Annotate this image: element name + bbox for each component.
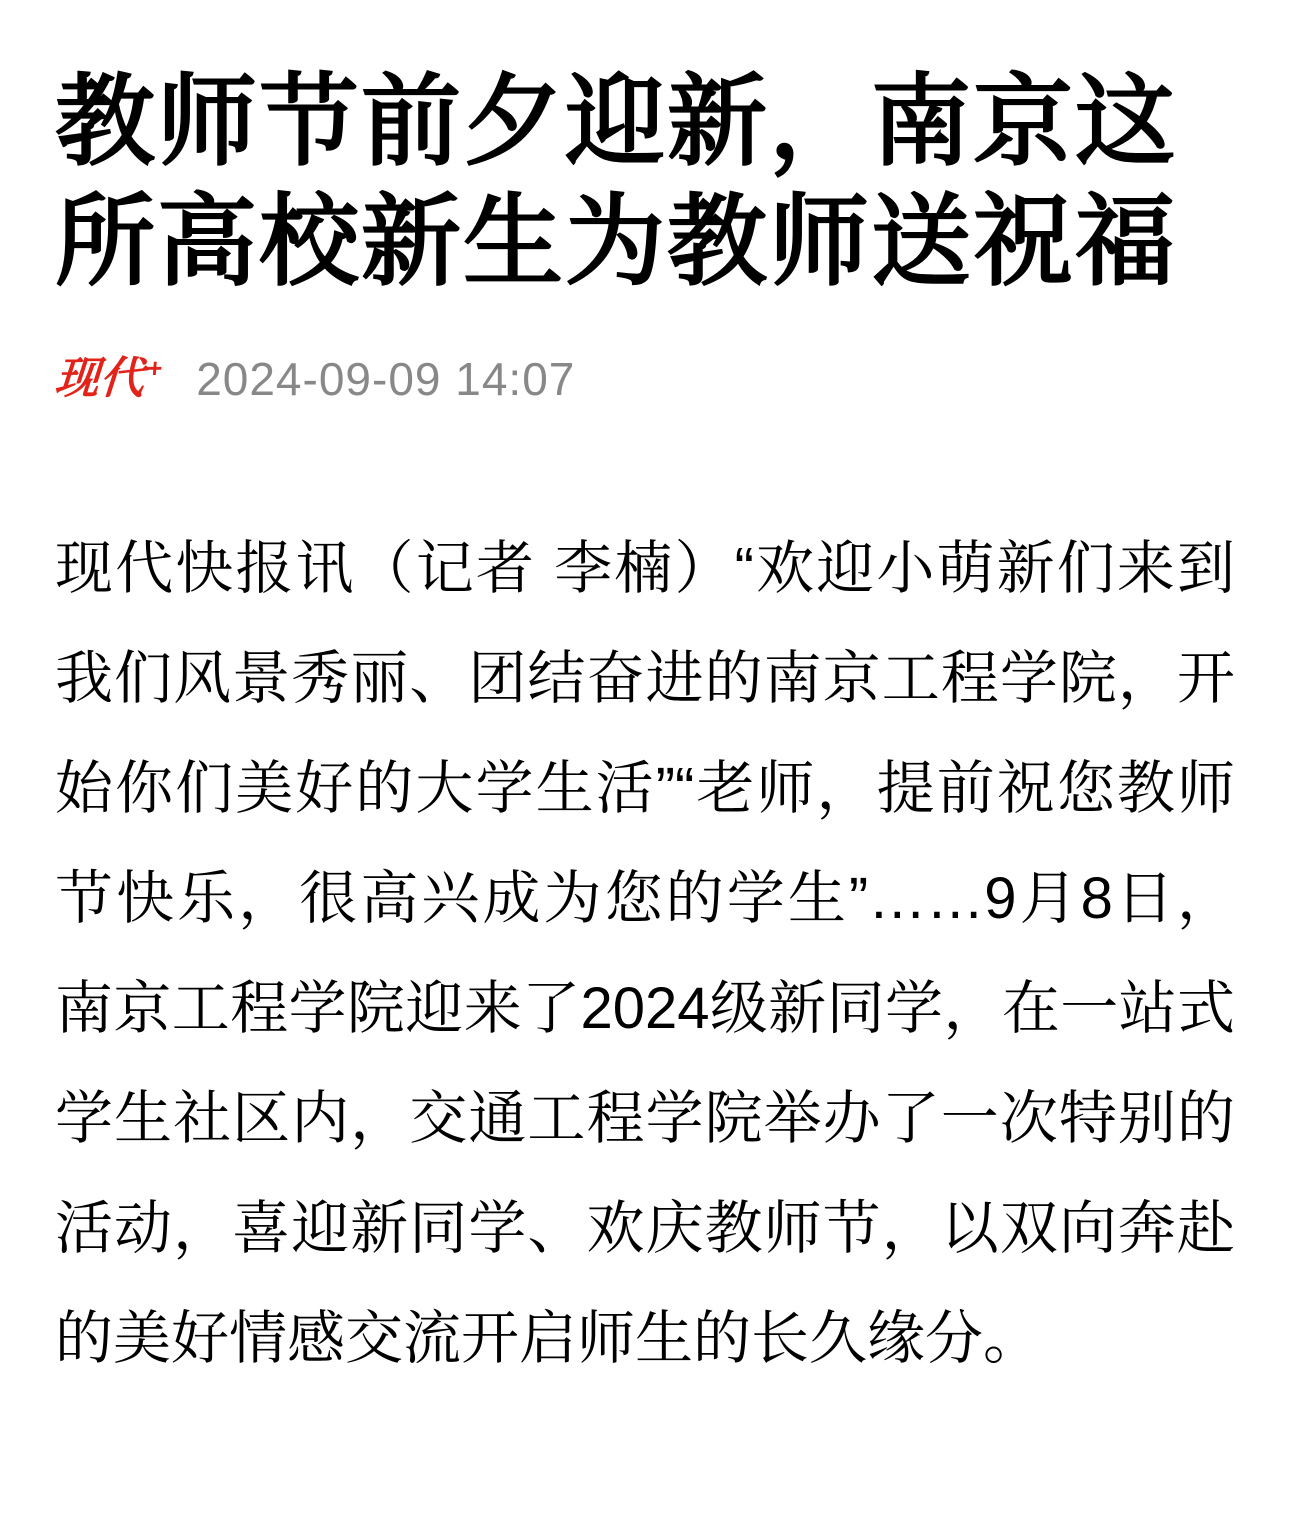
- source-logo-text: 现代: [53, 354, 147, 403]
- page-title: [55, 62, 1235, 302]
- publish-time: 2024-09-09 14:07: [196, 353, 576, 405]
- page-title-line-2: 所高校新生为教师送祝福: [55, 186, 1177, 298]
- source-logo-plus-icon: +: [145, 353, 164, 384]
- article-meta-row: [55, 344, 1235, 414]
- page-title-line-1: 教师节前夕迎新，南京这: [55, 66, 1177, 178]
- source-logo[interactable]: [53, 353, 164, 403]
- article-body: 现代快报讯（记者 李楠）“欢迎小萌新们来到我们风景秀丽、团结奋进的南京工程学院，开始你们美好的大学生活”“老师，提前祝您教师节快乐，很高兴成为您的学生”……9月8日，南京工程学院迎来了2024级新同学，在一站式学生社区内，交通工程学院举办了一次特别的活动，喜迎新同学、欢庆教师节，以双向奔赴的美好情感交流开启师生的长久缘分。: [55, 536, 1235, 1371]
